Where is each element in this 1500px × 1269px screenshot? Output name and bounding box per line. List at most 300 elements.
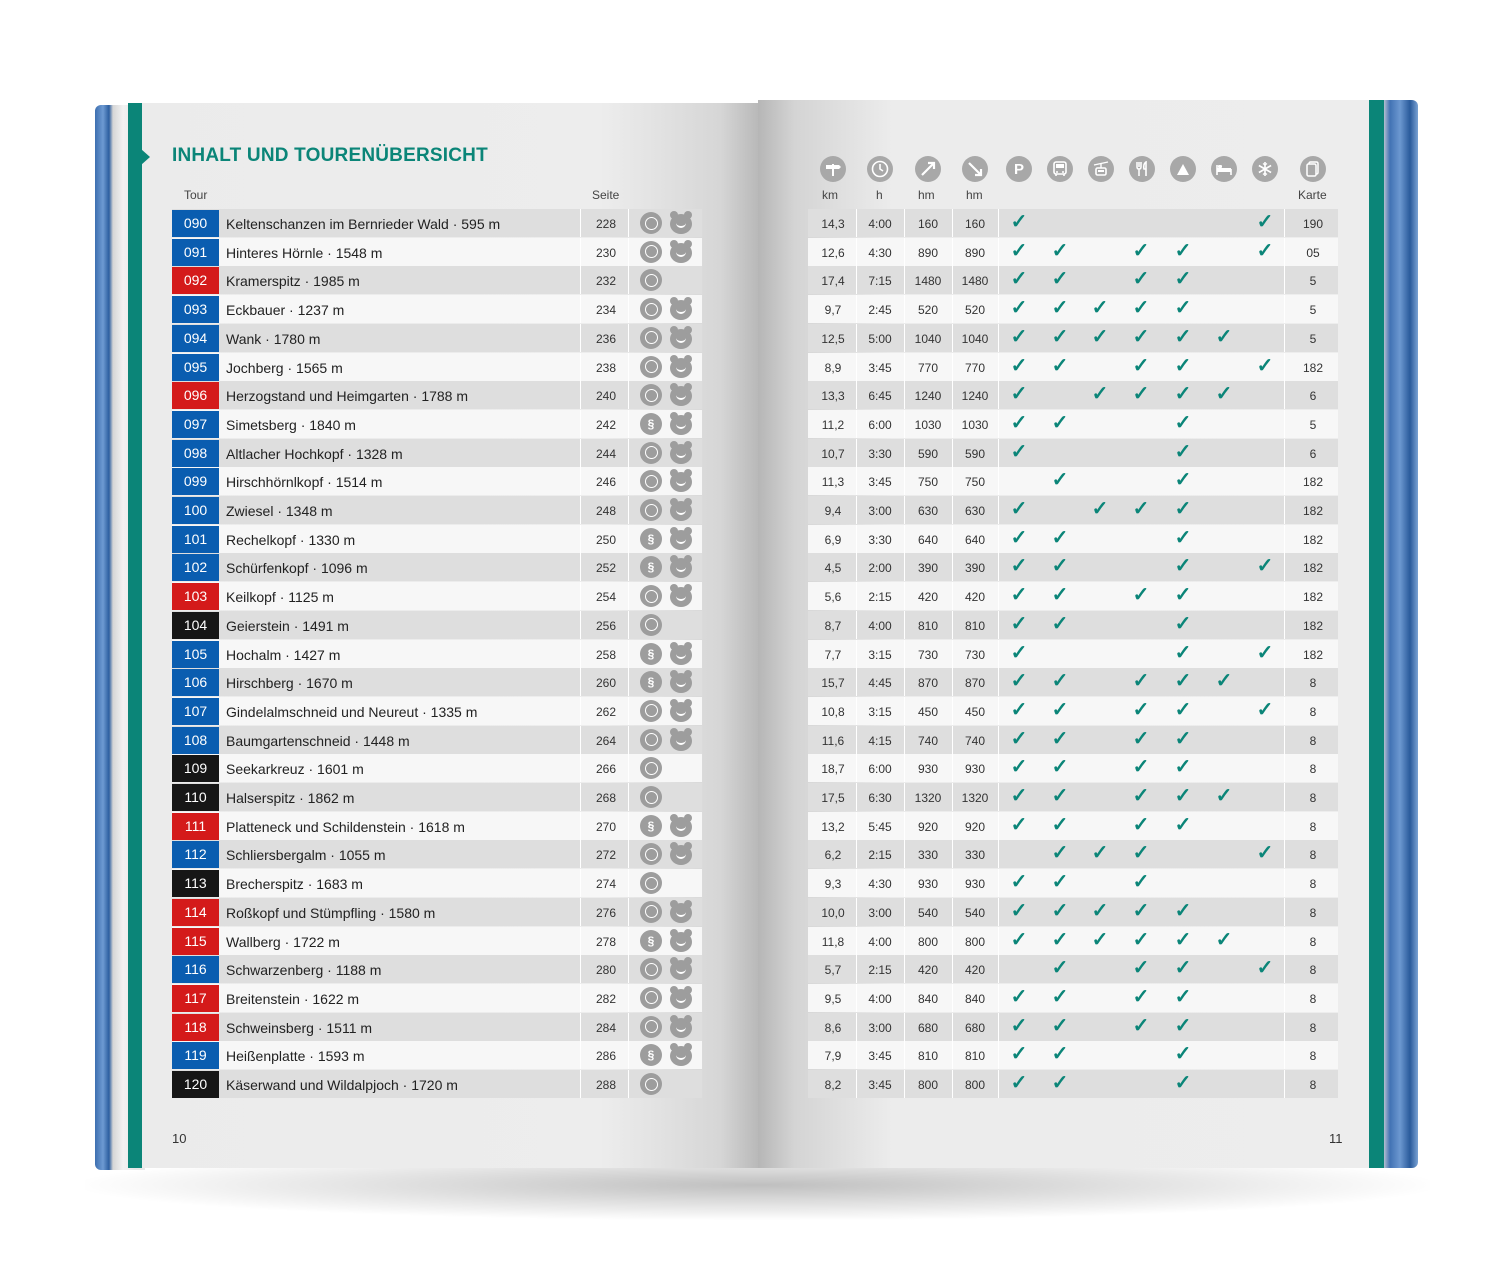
- map-number: 182: [1302, 504, 1324, 518]
- check-mark: ✓: [1174, 785, 1192, 807]
- check-mark: ✓: [1091, 899, 1109, 922]
- column-divider: [580, 869, 581, 897]
- column-divider: [580, 984, 581, 1012]
- one-way-glyph: §: [647, 560, 655, 575]
- column-divider: [580, 467, 581, 495]
- column-divider: [1284, 266, 1285, 294]
- tour-number: 112: [172, 841, 219, 868]
- round-trip-icon: [640, 241, 662, 263]
- column-divider: [628, 927, 629, 955]
- tour-number: 110: [172, 784, 219, 811]
- check-mark: ✓: [1051, 813, 1069, 836]
- distance-km: 15,7: [821, 676, 845, 691]
- bear-icon: [670, 300, 692, 320]
- bear-face: [676, 910, 686, 917]
- tour-name: Herzogstand und Heimgarten · 1788 m: [226, 388, 469, 405]
- tour-name: Brecherspitz · 1683 m: [226, 876, 363, 893]
- check-mark: ✓: [1132, 756, 1150, 779]
- bear-face: [676, 221, 686, 228]
- check-mark: ✓: [1132, 239, 1150, 262]
- column-divider: [1284, 410, 1285, 438]
- page-ref: 234: [595, 303, 617, 318]
- check-mark: ✓: [1010, 239, 1028, 262]
- descent-hm: 1040: [961, 331, 989, 346]
- round-trip-ring: [645, 704, 658, 717]
- check-mark: ✓: [1256, 555, 1274, 578]
- page-ref: 264: [595, 733, 617, 748]
- column-divider: [628, 840, 629, 868]
- page-ref: 266: [595, 762, 617, 777]
- check-mark: ✓: [1174, 354, 1192, 377]
- descent-hm: 800: [964, 1078, 986, 1092]
- duration-h: 2:45: [868, 303, 892, 318]
- column-divider: [580, 611, 581, 639]
- check-mark: ✓: [1132, 785, 1150, 807]
- page-ref: 268: [595, 791, 617, 805]
- check-mark: ✓: [1051, 957, 1069, 980]
- check-mark: ✓: [1215, 383, 1233, 406]
- column-divider: [628, 812, 629, 840]
- column-divider: [628, 467, 629, 495]
- tour-name: Seekarkreuz · 1601 m: [226, 761, 364, 778]
- check-mark: ✓: [1051, 899, 1069, 922]
- map-number: 8: [1309, 963, 1317, 978]
- round-trip-icon: [640, 872, 662, 894]
- tour-name: Platteneck und Schildenstein · 1618 m: [226, 818, 465, 835]
- tour-name: Altlacher Hochkopf · 1328 m: [226, 445, 403, 462]
- check-mark: ✓: [1091, 325, 1109, 348]
- column-divider: [1284, 984, 1285, 1012]
- ascent-hm: 930: [917, 762, 939, 777]
- distance-km: 5,6: [824, 590, 842, 605]
- column-divider: [1284, 869, 1285, 897]
- map-number: 8: [1309, 733, 1317, 748]
- check-mark: ✓: [1174, 813, 1192, 836]
- check-mark: ✓: [1256, 641, 1274, 664]
- distance-km: 10,8: [821, 704, 845, 719]
- descent-hm: 390: [964, 561, 986, 576]
- descent-hm: 930: [964, 762, 986, 777]
- duration-h: 3:00: [868, 504, 892, 518]
- round-trip-ring: [645, 504, 658, 517]
- duration-h: 7:15: [868, 274, 892, 289]
- column-divider: [628, 266, 629, 294]
- descent-hm: 810: [964, 618, 986, 633]
- column-divider: [580, 295, 581, 323]
- page-ref: 228: [595, 217, 617, 231]
- column-divider: [628, 1013, 629, 1041]
- column-divider: [628, 439, 629, 467]
- tour-number: 090: [172, 210, 219, 237]
- descent-hm: 730: [964, 647, 986, 662]
- ascent-hm: 590: [917, 446, 939, 461]
- tour-number: 114: [172, 899, 219, 926]
- column-divider: [628, 324, 629, 352]
- map-number: 05: [1306, 245, 1320, 260]
- check-mark: ✓: [1051, 727, 1069, 750]
- cable-car-icon: [1088, 156, 1114, 182]
- column-divider: [628, 381, 629, 409]
- ascent-hm: 520: [917, 303, 939, 318]
- column-divider: [1284, 381, 1285, 409]
- map-number: 8: [1309, 848, 1317, 863]
- snowflake-icon: [1252, 156, 1278, 182]
- page-ref: 280: [595, 963, 617, 978]
- column-divider: [580, 927, 581, 955]
- duration-h: 2:15: [868, 848, 892, 863]
- bear-face: [676, 680, 686, 687]
- header-h: h: [876, 188, 883, 202]
- check-mark: ✓: [1174, 1043, 1192, 1066]
- map-number: 8: [1309, 905, 1317, 920]
- check-mark: ✓: [1051, 469, 1069, 492]
- distance-km: 9,5: [824, 991, 842, 1006]
- round-trip-ring: [645, 877, 658, 890]
- descent-hm: 450: [964, 704, 986, 719]
- column-divider: [1284, 525, 1285, 553]
- check-mark: ✓: [1010, 727, 1028, 750]
- column-divider: [628, 611, 629, 639]
- ascent-hm: 640: [917, 532, 939, 547]
- check-mark: ✓: [1051, 526, 1069, 549]
- tour-number: 106: [172, 669, 219, 696]
- round-trip-ring: [645, 618, 658, 631]
- bear-icon: [670, 645, 692, 665]
- check-mark: ✓: [1174, 325, 1192, 348]
- bear-icon: [670, 243, 692, 263]
- duration-h: 3:30: [868, 532, 892, 547]
- check-mark: ✓: [1010, 268, 1028, 291]
- ascent-hm: 810: [917, 1049, 939, 1064]
- descent-hm: 330: [964, 848, 986, 863]
- column-divider: [1284, 726, 1285, 754]
- bear-face: [676, 824, 686, 831]
- tour-number: 092: [172, 267, 219, 294]
- check-mark: ✓: [1010, 297, 1028, 320]
- distance-km: 8,6: [824, 1020, 842, 1035]
- descent-hm: 920: [964, 819, 986, 834]
- bear-icon: [670, 932, 692, 952]
- check-mark: ✓: [1010, 756, 1028, 779]
- one-way-glyph: §: [647, 675, 655, 690]
- check-mark: ✓: [1010, 612, 1028, 635]
- one-way-glyph: §: [647, 531, 655, 546]
- descent-hm: 1030: [961, 417, 989, 432]
- map-number: 190: [1302, 217, 1324, 231]
- round-trip-ring: [645, 1020, 658, 1033]
- map-number: 8: [1309, 791, 1317, 805]
- check-mark: ✓: [1010, 555, 1028, 578]
- check-mark: ✓: [1174, 698, 1192, 721]
- bear-face: [676, 652, 686, 659]
- map-number: 6: [1309, 389, 1317, 404]
- check-mark: ✓: [1010, 211, 1028, 233]
- column-divider: [628, 1070, 629, 1098]
- distance-km: 8,7: [824, 618, 842, 633]
- descent-hm: 1240: [961, 389, 989, 404]
- column-divider: [580, 668, 581, 696]
- check-mark: ✓: [1010, 813, 1028, 836]
- distance-km: 6,9: [824, 532, 842, 547]
- header-hm-up: hm: [918, 188, 935, 202]
- ascent-hm: 810: [917, 618, 939, 633]
- check-mark: ✓: [1132, 899, 1150, 922]
- check-mark: ✓: [1051, 268, 1069, 291]
- round-trip-icon: [640, 499, 662, 521]
- bear-icon: [670, 214, 692, 234]
- check-mark: ✓: [1174, 756, 1192, 779]
- ascent-hm: 870: [917, 676, 939, 691]
- check-mark: ✓: [1051, 1043, 1069, 1066]
- column-divider: [580, 955, 581, 983]
- descent-hm: 540: [964, 905, 986, 920]
- descent-hm: 930: [964, 877, 986, 892]
- bear-face: [676, 565, 686, 572]
- column-divider: [580, 496, 581, 524]
- one-way-icon: [640, 643, 662, 665]
- descent-hm: 420: [964, 963, 986, 978]
- map-number: 5: [1309, 303, 1317, 318]
- distance-km: 10,0: [821, 905, 845, 920]
- check-mark: ✓: [1051, 325, 1069, 348]
- header-karte: Karte: [1298, 188, 1327, 202]
- bear-face: [676, 939, 686, 946]
- duration-h: 4:30: [868, 245, 892, 260]
- bear-face: [676, 250, 686, 257]
- column-divider: [1284, 496, 1285, 524]
- tour-name: Simetsberg · 1840 m: [226, 416, 356, 433]
- column-divider: [628, 295, 629, 323]
- column-divider: [1284, 324, 1285, 352]
- duration-h: 6:30: [868, 791, 892, 805]
- check-mark: ✓: [1010, 1072, 1028, 1094]
- duration-h: 3:00: [868, 905, 892, 920]
- column-divider: [628, 553, 629, 581]
- check-mark: ✓: [1051, 842, 1069, 865]
- check-mark: ✓: [1051, 584, 1069, 607]
- descent-hm: 520: [964, 303, 986, 318]
- bear-face: [676, 479, 686, 486]
- bear-face: [676, 1053, 686, 1060]
- column-divider: [1284, 1013, 1285, 1041]
- distance-km: 9,7: [824, 303, 842, 318]
- bear-face: [676, 1025, 686, 1032]
- tour-name: Wank · 1780 m: [226, 330, 321, 347]
- bear-face: [676, 738, 686, 745]
- column-divider: [580, 754, 581, 782]
- bear-icon: [670, 731, 692, 751]
- column-divider: [580, 783, 581, 811]
- descent-hm: 870: [964, 676, 986, 691]
- round-trip-ring: [645, 905, 658, 918]
- one-way-glyph: §: [647, 646, 655, 661]
- check-mark: ✓: [1174, 957, 1192, 980]
- column-divider: [628, 668, 629, 696]
- bear-face: [676, 852, 686, 859]
- round-trip-icon: [640, 901, 662, 923]
- descent-hm: 810: [964, 1049, 986, 1064]
- bear-face: [676, 393, 686, 400]
- round-trip-icon: [640, 1073, 662, 1095]
- page-ref: 248: [595, 504, 617, 518]
- bear-face: [676, 594, 686, 601]
- bear-icon: [670, 1018, 692, 1038]
- distance-km: 4,5: [824, 561, 842, 576]
- map-number: 8: [1309, 762, 1317, 777]
- descent-hm: 800: [964, 934, 986, 949]
- tour-number: 091: [172, 239, 219, 266]
- bear-face: [676, 709, 686, 716]
- column-divider: [628, 726, 629, 754]
- column-divider: [580, 439, 581, 467]
- bear-face: [676, 451, 686, 458]
- page-number-left: 10: [172, 1131, 187, 1146]
- column-divider: [998, 840, 999, 868]
- check-mark: ✓: [1010, 1014, 1028, 1037]
- round-trip-icon: [640, 442, 662, 464]
- check-mark: ✓: [1051, 670, 1069, 693]
- map-number: 8: [1309, 1049, 1317, 1064]
- check-mark: ✓: [1010, 785, 1028, 807]
- check-mark: ✓: [1010, 440, 1028, 463]
- distance-km: 17,5: [821, 791, 845, 805]
- check-mark: ✓: [1010, 498, 1028, 520]
- duration-h: 6:00: [868, 417, 892, 432]
- ascent-hm: 390: [917, 561, 939, 576]
- check-mark: ✓: [1010, 383, 1028, 406]
- map-number: 182: [1302, 590, 1324, 605]
- page-ref: 232: [595, 274, 617, 289]
- ascent-hm: 800: [917, 1078, 939, 1092]
- tour-name: Hirschhörnlkopf · 1514 m: [226, 474, 383, 491]
- tour-number: 107: [172, 698, 219, 725]
- round-trip-ring: [645, 446, 658, 459]
- column-divider: [580, 410, 581, 438]
- teal-margin-left: [128, 103, 142, 1168]
- check-mark: ✓: [1132, 871, 1150, 894]
- check-mark: ✓: [1091, 498, 1109, 520]
- bear-icon: [670, 587, 692, 607]
- map-number: 8: [1309, 934, 1317, 949]
- check-mark: ✓: [1010, 899, 1028, 922]
- column-divider: [580, 640, 581, 668]
- check-mark: ✓: [1174, 584, 1192, 607]
- check-mark: ✓: [1215, 785, 1233, 807]
- column-divider: [580, 266, 581, 294]
- check-mark: ✓: [1174, 727, 1192, 750]
- ascent-hm: 800: [917, 934, 939, 949]
- bus-icon: [1047, 156, 1073, 182]
- check-mark: ✓: [1174, 1014, 1192, 1037]
- check-mark: ✓: [1051, 785, 1069, 807]
- check-mark: ✓: [1010, 325, 1028, 348]
- check-mark: ✓: [1010, 1043, 1028, 1066]
- check-mark: ✓: [1132, 727, 1150, 750]
- check-mark: ✓: [1174, 928, 1192, 951]
- column-divider: [580, 324, 581, 352]
- map-number: 6: [1309, 446, 1317, 461]
- tour-number: 118: [172, 1014, 219, 1041]
- column-divider: [580, 238, 581, 266]
- column-divider: [628, 955, 629, 983]
- distance-km: 11,6: [821, 733, 845, 748]
- duration-h: 3:00: [868, 1020, 892, 1035]
- ascent-hm: 1040: [914, 331, 942, 346]
- ascent-hm: 750: [917, 475, 939, 490]
- check-mark: ✓: [1174, 670, 1192, 693]
- distance-km: 11,3: [821, 475, 845, 490]
- round-trip-icon: [640, 356, 662, 378]
- one-way-icon: [640, 413, 662, 435]
- tour-name: Schürfenkopf · 1096 m: [226, 560, 368, 577]
- column-divider: [628, 754, 629, 782]
- round-trip-icon: [640, 1016, 662, 1038]
- tour-number: 096: [172, 382, 219, 409]
- duration-h: 2:15: [868, 590, 892, 605]
- ascent-hm: 420: [917, 963, 939, 978]
- one-way-icon: [640, 528, 662, 550]
- column-divider: [628, 869, 629, 897]
- check-mark: ✓: [1174, 526, 1192, 549]
- check-mark: ✓: [1256, 211, 1274, 233]
- page-ref: 236: [595, 331, 617, 346]
- check-mark: ✓: [1256, 842, 1274, 865]
- teal-margin-right: [1369, 100, 1384, 1168]
- check-mark: ✓: [1174, 612, 1192, 635]
- check-mark: ✓: [1132, 498, 1150, 520]
- check-mark: ✓: [1174, 469, 1192, 492]
- check-mark: ✓: [1010, 526, 1028, 549]
- column-divider: [1284, 467, 1285, 495]
- check-mark: ✓: [1132, 584, 1150, 607]
- bear-face: [676, 996, 686, 1003]
- round-trip-ring: [645, 1078, 658, 1091]
- tour-name: Kramerspitz · 1985 m: [226, 273, 360, 290]
- check-mark: ✓: [1174, 268, 1192, 291]
- bear-face: [676, 365, 686, 372]
- page-ref: 240: [595, 389, 617, 404]
- check-mark: ✓: [1010, 411, 1028, 434]
- column-divider: [1284, 927, 1285, 955]
- tour-name: Schliersbergalm · 1055 m: [226, 847, 386, 864]
- column-divider: [580, 1041, 581, 1069]
- page-ref: 250: [595, 532, 617, 547]
- page-ref: 230: [595, 245, 617, 260]
- check-mark: ✓: [1174, 899, 1192, 922]
- column-divider: [1284, 812, 1285, 840]
- distance-km: 10,7: [821, 446, 845, 461]
- page-ref: 254: [595, 590, 617, 605]
- tour-name: Breitenstein · 1622 m: [226, 990, 360, 1007]
- distance-km: 13,2: [821, 819, 845, 834]
- bear-icon: [670, 817, 692, 837]
- column-divider: [580, 812, 581, 840]
- check-mark: ✓: [1215, 325, 1233, 348]
- check-mark: ✓: [1051, 612, 1069, 635]
- round-trip-ring: [645, 791, 658, 804]
- tour-number: 095: [172, 354, 219, 381]
- round-trip-icon: [640, 327, 662, 349]
- page-ref: 278: [595, 934, 617, 949]
- ascent-hm: 630: [917, 504, 939, 518]
- map-number: 182: [1302, 618, 1324, 633]
- map-icon: [1300, 156, 1326, 182]
- map-number: 8: [1309, 676, 1317, 691]
- tour-name: Hirschberg · 1670 m: [226, 675, 353, 692]
- duration-h: 2:15: [868, 963, 892, 978]
- check-mark: ✓: [1051, 411, 1069, 434]
- distance-km: 7,9: [824, 1049, 842, 1064]
